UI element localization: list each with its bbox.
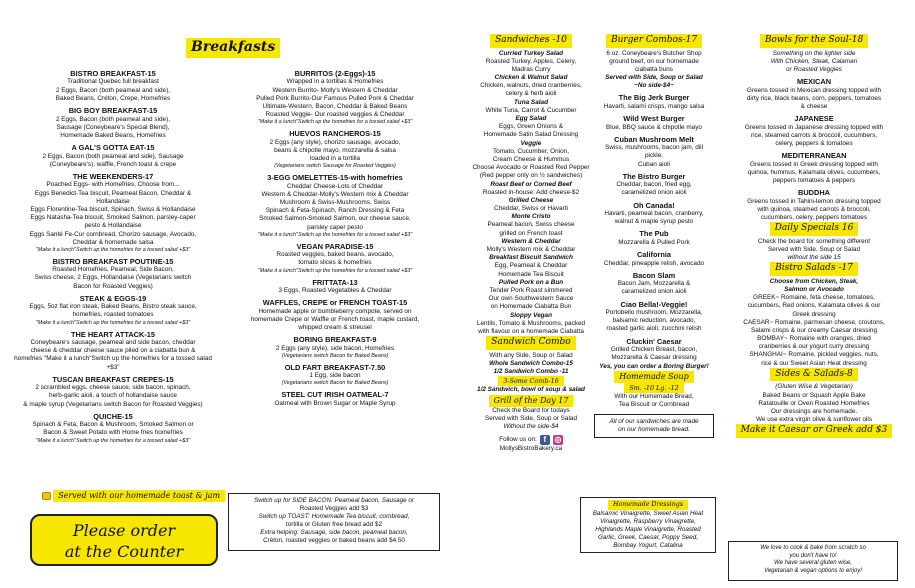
sandwich-line: Chicken, walnuts, dried cranberries,	[480, 82, 582, 90]
menu-item-line: Mushroom & Swiss-Mushrooms, Swiss	[279, 199, 391, 207]
bowl-line: cucumbers, celery, peppers tomatoes	[760, 214, 868, 222]
burger-name: Wild West Burger	[623, 114, 685, 124]
facebook-icon: f	[540, 435, 550, 445]
sandwich-name: Tuna Salad	[514, 98, 548, 106]
sandwich-line: celery & herb aioli	[505, 90, 557, 98]
menu-item-name: STEAK & EGGS-19	[79, 293, 147, 303]
sandwich-combo-heading: Sandwich Combo	[486, 336, 575, 350]
burger-intro-line: 6 oz. Coneybeare's Butcher Shop	[606, 49, 702, 57]
menu-item-line: beans & chipotle mayo, mozzarella & salsa	[274, 146, 396, 154]
sandwich-line: Homemade Satin Salad Dressing	[483, 131, 579, 139]
specials-line: without the side 15	[787, 254, 841, 262]
menu-item-line: 2 scrambled eggs, cheese sauce, side bacon, spinach,	[35, 384, 191, 392]
menu-item-line: Eggs Santé Fe-Cur cornbread, Chorizo sausage, Avocado,	[29, 230, 197, 238]
menu-item-line: pesto & Hollandaise	[84, 222, 142, 230]
dressings-heading: Homemade Dressings	[608, 500, 688, 510]
burger-intro-line: Served with Side, Soup or Salad	[605, 74, 703, 82]
menu-item-line: Homemade apple or bumbleberry compote, served on	[258, 307, 412, 315]
sandwich-line: Peameal bacon, Swiss cheese	[487, 221, 575, 229]
menu-item-line: Poached Eggs- with Homefries, Choose from...	[46, 181, 180, 189]
bowl-name: MEDITERRANEAN	[781, 151, 847, 161]
menu-item-line: tomato slices & homefries	[298, 259, 372, 267]
sandwich-name: Veggie	[520, 139, 542, 147]
bowls-intro: Something on the lighter side	[772, 49, 856, 57]
bowls-column	[718, 34, 910, 438]
sandwich-name: Monte Cristo	[511, 213, 551, 221]
burger-line: Yes, you can order a Boring Burger!	[599, 362, 709, 370]
menu-item-name: BURRITOS (2-Eggs)-15	[294, 69, 376, 78]
sandwich-line: on Homemade Ciabatta Bun	[490, 303, 572, 311]
love-note-box	[728, 541, 898, 581]
menu-item-line: 2 Eggs, Bacon (both peameal and side),	[55, 86, 171, 94]
bistro-salads-heading: Bistro Salads -17	[770, 262, 858, 276]
menu-item-name: QUICHE-15	[93, 411, 133, 421]
menu-item-name: BIG BOY BREAKFAST-15	[68, 106, 158, 116]
breakfasts-title: Breakfasts	[186, 38, 280, 58]
menu-item-line: parsley caper pesto	[307, 223, 363, 231]
soup-line: With our Homemade Bread,	[614, 393, 694, 401]
burger-line: Mozzarella & Pulled Pork	[618, 238, 690, 246]
salad-line: Greek dressing	[792, 310, 836, 318]
sandwiches-column	[470, 34, 592, 454]
soup-sizes: Sm. -10 Lg. -12	[624, 383, 684, 393]
menu-item-line: (Vegetarians switch Bacon for Baked Beans)	[281, 352, 389, 359]
burger-line: Cheddar, bacon, fried egg,	[616, 181, 692, 189]
sandwich-line: Cheddar, Swiss or Havarti	[494, 205, 568, 213]
menu-item-name: A GAL'S GOTTA EAT-15	[71, 143, 155, 153]
sandwich-line: Roasted in-house: Add cheese-$2	[482, 188, 580, 196]
burger-line: pickle,	[644, 152, 664, 160]
burger-line: Portobello mushroom, Mozzarella,	[605, 309, 703, 317]
menu-item-name: THE WEEKENDERS-17	[72, 171, 154, 181]
menu-item-line: Bacon for Roasted Veggies)	[73, 282, 153, 290]
bowl-line: peppers tomatoes & peppers	[772, 176, 856, 184]
burgers-column	[594, 34, 714, 438]
menu-item-line: Roasted Veggie- Our roasted veggies & Cheddar	[265, 111, 405, 119]
menu-item-line: Oatmeal with Brown Sugar or Maple Syrup	[274, 399, 396, 407]
menu-item-line: 2 Eggs, Bacon (both peameal and side), Sausage	[42, 152, 184, 160]
bowl-line: rice, steamed carrots & broccoli, cucumbers,	[750, 131, 878, 139]
sandwich-line: Roasted Turkey, Apples, Celery,	[485, 57, 577, 65]
menu-item-line: Traditional Quebec full breakfast	[67, 78, 159, 86]
love-line: you don't have to!	[789, 552, 837, 559]
sandwiches-heading: Sandwiches -10	[490, 34, 572, 48]
menu-item-line: Eggs, 5oz flat iron steak, Baked Beans, Bistro steak sauce,	[29, 303, 197, 311]
salad-line: BOMBAY~ Romaine with oranges, dried	[757, 335, 871, 343]
breakfast-column-1	[6, 66, 220, 445]
menu-item-line: Hollandaise	[96, 197, 130, 205]
smiley-icon	[42, 492, 51, 500]
burger-name: The Pub	[639, 229, 669, 239]
menu-item-line: 3 Eggs, Roasted Vegetables & Cheddar	[278, 286, 392, 294]
menu-item-line: homemade Crepe or Waffle or French toast, maple custard,	[250, 315, 420, 323]
combo-line: With any Side, Soup or Salad	[489, 351, 573, 359]
burger-intro-line: ground beef, on our homemade	[609, 57, 699, 65]
burger-line: Mozzarella & Caesar dressing	[611, 354, 697, 362]
menu-item-line: Western & Cheddar-Molly's Western mix & Cheddar	[261, 190, 409, 198]
served-note: Served with our homemade toast & jam	[40, 490, 225, 502]
switch-line: Créton, roasted veggies or baked beans add $4.50	[263, 537, 405, 545]
menu-item-name: STEEL CUT IRISH OATMEAL-7	[281, 390, 389, 400]
switch-line: Switch up for SIDE BACON: Peameal bacon, Sausage or	[254, 497, 414, 504]
menu-item-name: HUEVOS RANCHEROS-15	[289, 129, 381, 139]
sandwich-name: Grilled Cheese	[508, 196, 554, 204]
menu-item-line: Wrapped in a tortillas & Homefries	[286, 78, 384, 86]
menu-item-line: herb-garlic aioli, a touch of hollandaise sauce	[49, 392, 177, 400]
menu-item-line: Roasted Homefries, Peameal, Side Bacon,	[52, 266, 174, 274]
menu-item-line: 2 Eggs, Bacon (both peameal and side),	[55, 115, 171, 123]
menu-item-line: "Make it a lunch"Switch up the homefries for a tossed salad +$3"	[35, 246, 191, 253]
sandwich-line: Lentils, Tomato & Mushrooms, packed	[476, 319, 586, 327]
dressing-line: Garlic, Greek, Caesar, Poppy Seed,	[597, 534, 699, 542]
sandwich-line: White Tuna, Carrot & Cucumber	[485, 106, 577, 114]
sides-sub: (Gluten Wise & Vegetarian)	[775, 383, 853, 391]
dressing-line: Vinaigrette, Raspberry Vinaigrette,	[599, 518, 697, 526]
menu-item-line: 1 Egg, side bacon	[309, 372, 361, 380]
sandwich-line: Eggs, Green Onions &	[499, 123, 563, 131]
menu-item-line: Cheddar Cheese-Lots of Cheddar	[287, 182, 383, 190]
switch-up-box	[228, 493, 440, 551]
sandwich-line: Our own Southwestern Sauce	[488, 295, 574, 303]
burger-line: Bacon Jam, Mozzarella &	[617, 280, 691, 288]
love-line: Vegetarian & vegan options to enjoy!	[764, 568, 862, 575]
three-some-heading: 3-Some Comb-16	[498, 376, 564, 386]
menu-item-name: BORING BREAKFAST-9	[293, 335, 377, 345]
three-some-line: 1/2 Sandwich, bowl of soup & salad	[477, 386, 585, 394]
social-row	[470, 435, 592, 445]
note-line: on our homemade bread.	[618, 425, 690, 433]
burger-line: Havarti, peameal bacon, cranberry,	[604, 210, 704, 218]
menu-item-name: THE HEART ATTACK-15	[70, 329, 156, 339]
menu-item-name: OLD FART BREAKFAST-7.50	[284, 362, 386, 372]
sandwich-name: Sloppy Vegan	[509, 311, 553, 319]
burger-name: The Big Jerk Burger	[618, 93, 690, 103]
menu-item-line: "Make it a lunch"Switch up the homefries for a tossed salad +$3"	[35, 437, 191, 444]
grill-heading: Grill of the Day 17	[489, 395, 574, 407]
dressing-line: Balsamic Vinaigrette, Sweet Asian Heat	[592, 510, 704, 518]
menu-item-line: Pulled Pork Burrito-Our Famous Pulled Pork & Cheddar	[256, 94, 414, 102]
menu-item-line: 2 Eggs (any style), chorizo sausage, avocado,	[269, 138, 401, 146]
bowl-line: Greens tossed in Mexican dressing topped with	[746, 86, 882, 94]
salads-intro: Choose from Chicken, Steak,	[769, 277, 859, 285]
menu-item-line: (Vegetarians switch Sausage for Roasted Veggies)	[274, 163, 396, 170]
sides-line: Baked Beans or Squash Apple Bake	[762, 391, 866, 399]
specials-line: Served with Side, Soup or Salad	[767, 245, 860, 253]
menu-item-line: Ultimate-Western, Bacon, Cheddar & Baked Beans	[262, 103, 408, 111]
website-text: MollysBistroBakery.ca	[499, 445, 563, 453]
sandwich-line: with flavour on a homemade Ciabatta	[478, 327, 584, 335]
switch-line: Switch up TOAST: Homemade Tea biscuit, cornbread,	[258, 513, 410, 521]
menu-item-name: BISTRO BREAKFAST-15	[70, 69, 156, 78]
menu-item-line: Spinach & Feta, Bacon & Mushroom, Smoked Salmon or	[32, 421, 194, 429]
sandwich-line: grilled on French toast	[499, 229, 563, 237]
bowls-heading: Bowls for the Soul-18	[760, 34, 868, 48]
burger-name: Bacon Slam	[632, 270, 676, 280]
menu-item-line: Sausage (Coneybeare's Special Blend),	[56, 123, 170, 131]
menu-item-line: Smoked Salmon-Smoked Salmon, our cheese sauce,	[259, 215, 411, 223]
love-line: We have several gluten wise,	[774, 560, 852, 567]
menu-item-line: Eggs Florentine-Tea biscuit, Spinach, Swiss & Hollandaise	[30, 205, 196, 213]
sandwich-name: Egg Salad	[515, 115, 547, 123]
menu-item-line: Swiss cheese, 2 Eggs, Hollandaise (Vegetarians switch	[34, 274, 192, 282]
burger-name: Cuban Mushroom Melt	[614, 134, 694, 144]
menu-item-line: Cheddar & homemade salsa	[72, 238, 154, 246]
menu-item-line: cheese & cheddar cheese sauce piled on a ciabatta bun &	[30, 347, 196, 355]
combo-line: 1/2 Sandwich Combo -11	[493, 367, 569, 375]
instagram-icon: ◎	[554, 435, 562, 445]
menu-item-name: WAFFLES, CREPE or FRENCH TOAST-15	[262, 298, 408, 308]
sides-line: Ratatouille or Oven Roasted Homefries	[758, 399, 870, 407]
sandwich-name: Breakfast Biscuit Sandwich	[489, 254, 573, 262]
caesar-greek-addon: Make it Caesar or Greek add $3	[736, 424, 893, 438]
switch-line: Extra helping: Sausage, side bacon, peameal bacon,	[260, 529, 408, 537]
bowls-intro: or Roasted Veggies	[786, 65, 842, 73]
menu-item-name: 3-EGG OMELETTES-15-with homefries	[267, 173, 403, 183]
bowl-name: BUDDHA	[797, 188, 831, 198]
daily-specials-heading: Daily Specials 16	[770, 222, 859, 236]
sandwich-line: Molly's Western mix & Cheddar	[486, 246, 576, 254]
specials-line: Check the board for something different	[757, 237, 871, 245]
menu-item-line: "Make it a lunch"Switch up the homefries for a tossed salad +$3"	[257, 267, 413, 274]
sandwich-line: Tomato, Cucumber, Onion,	[492, 147, 569, 155]
combo-line: Whole Sandwich Combo-15	[489, 359, 573, 367]
burger-line: caramelized onion aioli	[621, 189, 687, 197]
dressing-line: Bombay Yogurt, Catalina	[613, 542, 683, 550]
burger-name: Cluckin' Caesar	[626, 336, 682, 346]
salad-line: rice & our Sweet Asian Heat dressing	[761, 359, 867, 367]
menu-item-line: "Make it a lunch"Switch up the homefries for a tossed salad +$3"	[257, 119, 413, 126]
burger-line: balsamic reduction, avocado,	[612, 317, 696, 325]
menu-item-line: whipped cream & streusel	[298, 324, 372, 331]
menu-item-line: & maple syrup (Vegetarians switch Bacon for Roasted Veggies)	[23, 400, 203, 408]
dressing-line: Highlands Maple Vinaigrette, Roasted	[595, 526, 701, 534]
menu-item-line: Homemade Baked Beans, Homefries	[60, 131, 166, 139]
bowl-line: quinoa, hummus, Kalamata olives, cucumbers,	[747, 168, 881, 176]
burger-line: Blue, BBQ sauce & chipotle mayo	[606, 123, 702, 131]
menu-item-line: Coneybeare's sausage, peameal and side bacon, cheddar	[30, 339, 196, 347]
burger-name: Ciao Bella!-Veggie!	[620, 299, 688, 309]
burger-line: Swiss, mushrooms, bacon jam, dill	[604, 144, 704, 152]
burger-intro-line: ciabatta buns	[634, 65, 674, 73]
burger-line: Havarti, salami crisps, mango salsa	[603, 102, 705, 110]
note-line: All of our sandwiches are made	[609, 417, 699, 425]
sandwich-line: Tender Pork Roast simmered	[489, 286, 573, 294]
menu-item-line: Eggs Benedict-Tea biscuit, Peameal Bacon, Cheddar &	[34, 189, 192, 197]
menu-item-name: TUSCAN BREAKFAST CREPES-15	[52, 374, 174, 384]
sides-line: Our dressings are homemade.	[770, 407, 858, 415]
burger-name: California	[636, 250, 672, 260]
burger-line: roasted garlic aioli, zucchini relish	[606, 325, 702, 333]
menu-item-line: homefries "Make it a lunch"Switch up the homefries for a tossed salad	[14, 355, 212, 363]
bowl-line: Greens tossed in Japanese dressing topped with	[744, 123, 884, 131]
bowl-line: dirty rice, black beans, corn, peppers, tomatoes	[746, 94, 882, 102]
sides-heading: Sides & Salads-8	[770, 368, 857, 382]
menu-item-line: "Make it a lunch"Switch up the homefries for a tossed salad +$3"	[257, 231, 413, 238]
grill-line: Served with Side, Soup or Salad	[484, 414, 577, 422]
grill-line: Without the side-$4	[503, 423, 559, 431]
menu-item-line: 2 Eggs (any style), side bacon, Homefries	[275, 344, 395, 352]
menu-item-name: VEGAN PARADISE-15	[296, 241, 374, 251]
bowl-name: MEXICAN	[796, 77, 832, 87]
breakfast-column-2	[224, 66, 446, 408]
grill-line: Check the Board for todays	[492, 406, 570, 414]
menu-item-name: BISTRO BREAKFAST POUTINE-15	[52, 256, 174, 266]
burger-line: Cuban aioli	[638, 160, 670, 168]
salad-line: Salami crisps & our creamy Caesar dressing	[750, 326, 878, 334]
sandwich-name: Western & Cheddar	[501, 237, 561, 245]
salads-intro: Salmon or Avocado	[784, 285, 844, 293]
menu-item-line: Roasted veggies, baked beans, avocado,	[276, 251, 394, 259]
sandwich-name: Curried Turkey Salad	[498, 49, 564, 57]
salad-line: CAESAR~ Romaine, parmesan cheese, croutons,	[743, 318, 885, 326]
sandwich-line: Madras Curry	[511, 65, 551, 73]
sandwich-line: Egg, Peameal & Cheddar	[494, 262, 568, 270]
burger-line: caramelized onion aioli	[621, 288, 687, 296]
sandwich-name: Chicken & Walnut Salad	[494, 74, 568, 82]
bowl-line: Greens tossed in Tahini-lemon dressing topped	[747, 197, 881, 205]
menu-item-line: loaded in a tortilla	[309, 155, 361, 163]
sandwich-name: Roast Beef or Corned Beef	[490, 180, 572, 188]
bowl-line: with quinoa, steamed carrots & broccoli,	[757, 205, 871, 213]
follow-label: Follow us on:	[499, 436, 537, 444]
menu-item-line: Baked Beans, Créton, Crepe, Homefries	[55, 94, 171, 102]
salad-line: cranberries & our yogurt curry dressing	[758, 343, 870, 351]
bowl-line: & cheese	[800, 102, 828, 110]
bowl-line: celery, peppers & tomatoes	[775, 139, 853, 147]
burger-intro-line: ~No side-$4~	[634, 82, 674, 90]
menu-item-line: +$3"	[106, 363, 120, 371]
bowls-intro: With Chicken, Steak, Calamari	[770, 57, 858, 65]
please-order-banner: Please order at the Counter	[30, 514, 218, 566]
burger-name: The Bistro Burger	[622, 171, 686, 181]
menu-item-line: Western Burrito- Molly's Western & Cheddar	[272, 86, 398, 94]
menu-item-line: Bacon & Sweet Potato with Home fries homefries	[43, 429, 183, 437]
homemade-soup-heading: Homemade Soup	[614, 371, 693, 383]
burger-combos-heading: Burger Combos-17	[606, 34, 702, 48]
menu-item-line: "Make it a lunch"Switch up the homefries for a tossed salad +$3"	[35, 319, 191, 326]
salad-line: cucumbers, Red onions, Kalamata olives & our	[747, 302, 881, 310]
love-line: We love to cook & bake from scratch so	[760, 545, 866, 551]
menu-item-name: FRITTATA-13	[312, 277, 358, 287]
burger-line: Grilled Chicken Breast, bacon,	[610, 346, 698, 354]
menu-item-line: Eggs Natasha-Tea biscuit, Smoked Salmon, parsley-caper	[30, 214, 196, 222]
switch-line: tortilla or Gluten free bread add $2	[286, 521, 382, 529]
switch-line: Roasted Veggies add $3	[299, 505, 369, 513]
menu-item-line: homefries, roasted tomatoes	[72, 311, 154, 319]
soup-line: Tea Biscuit or Cornbread	[618, 401, 690, 409]
sides-line: We use extra virgin olive & sunflower oils	[755, 416, 873, 424]
sandwich-bread-note	[594, 414, 714, 438]
sandwich-line: Cream Cheese & Hummus	[492, 155, 570, 163]
menu-item-line: (Coneybeare's), waffle, French toast & crepe	[49, 160, 177, 168]
bowl-name: JAPANESE	[794, 114, 834, 124]
menu-item-line: Spinach & Feta-Spinach, Ranch Dressing & Feta	[265, 207, 405, 215]
burger-line: Cheddar, pineapple relish, avocado	[603, 259, 705, 267]
salad-line: SHANGHAI~ Romaine, pickled veggies, nuts,	[749, 351, 879, 359]
sandwich-name: Pulled Pork on a Bun	[498, 278, 564, 286]
salad-line: GREEK~ Romaine, feta cheese, tomatoes,	[753, 294, 875, 302]
sandwich-line: (Red pepper only on ½ sandwiches)	[479, 172, 583, 180]
dressings-box	[580, 497, 716, 553]
burger-line: walnut & maple syrup pesto	[614, 218, 694, 226]
sandwich-line: Choose Avocado or Roasted Red Pepper	[472, 164, 590, 172]
burger-name: Oh Canada!	[633, 200, 675, 210]
menu-item-line: (Vegetarians switch Bacon for Baked Beans)	[281, 380, 389, 387]
sandwich-line: Homemade Tea Biscuit	[498, 270, 564, 278]
bowl-line: Greens tossed in Greek dressing topped with	[750, 160, 878, 168]
